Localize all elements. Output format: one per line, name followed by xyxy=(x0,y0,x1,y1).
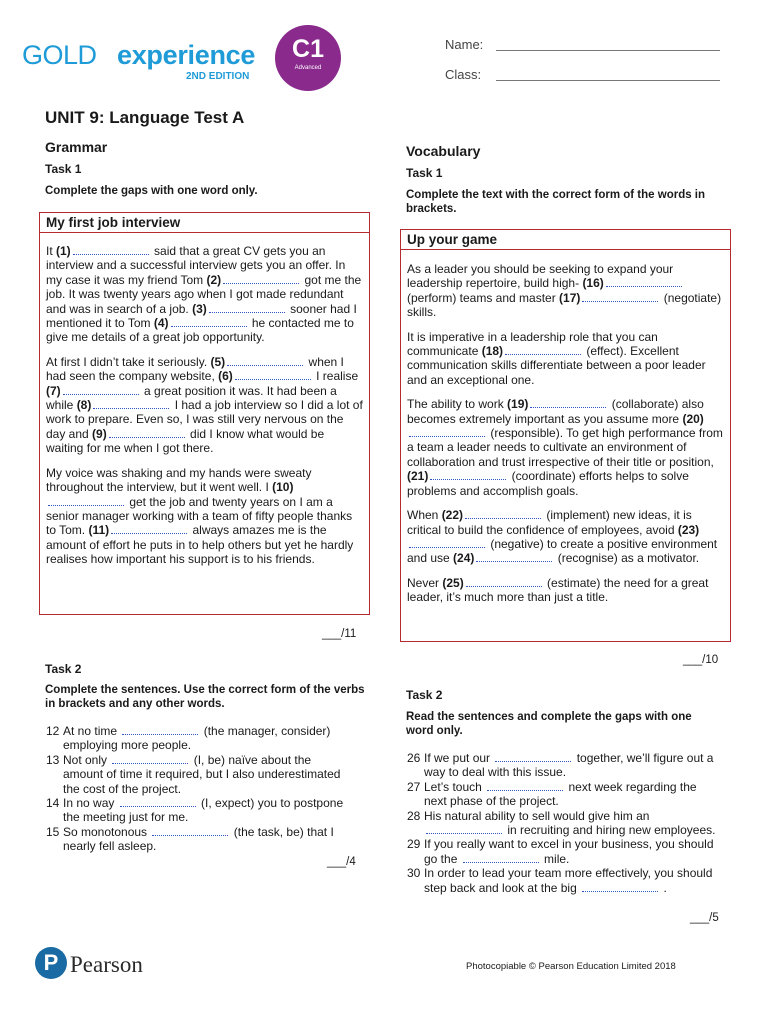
gap-number: (10) xyxy=(272,480,294,495)
gap-number: (2) xyxy=(206,272,222,287)
gap-number: (25) xyxy=(442,575,464,590)
level-sub-label: Advanced xyxy=(294,65,322,71)
grammar-task1-score: ___/11 xyxy=(322,628,357,640)
answer-gap[interactable] xyxy=(112,753,188,764)
answer-gap[interactable] xyxy=(530,397,606,408)
answer-gap[interactable] xyxy=(582,291,658,302)
answer-gap[interactable] xyxy=(223,273,299,284)
grammar-task2-list xyxy=(46,724,346,854)
answer-gap[interactable] xyxy=(466,576,542,587)
class-field[interactable] xyxy=(496,80,720,81)
answer-gap[interactable] xyxy=(73,244,149,255)
grammar-task1-instruction: Complete the gaps with one word only. xyxy=(45,185,258,197)
item-text: If you really want to excel in your business, you should go the mile. xyxy=(424,837,714,866)
class-label: Class: xyxy=(445,67,482,82)
brand-experience: experience xyxy=(117,40,256,70)
gap-number: (6) xyxy=(218,369,233,384)
level-label: C1 xyxy=(292,35,324,63)
gap-number: (3) xyxy=(192,301,207,316)
item-text: So monotonous (the task, be) that I nearly fell asleep. xyxy=(63,824,334,854)
answer-gap[interactable] xyxy=(209,302,285,313)
item-text: His natural ability to sell would give him an in recruiting and hiring new employees. xyxy=(424,808,716,838)
sentence-item xyxy=(407,809,722,838)
vocabulary-task2-instruction: Read the sentences and complete the gaps with one word only. xyxy=(406,711,692,737)
edition-label: 2ND EDITION xyxy=(186,71,250,82)
item-text: If we put our together, we’ll figure out a way to deal with this issue. xyxy=(424,751,714,780)
answer-gap[interactable] xyxy=(463,852,539,863)
grammar-task2-label: Task 2 xyxy=(45,662,82,676)
vocabulary-box-title: Up your game xyxy=(401,230,730,250)
item-text: Not only (I, be) naïve about the amount of time it required, but I also underestimated the cost of the project. xyxy=(63,752,341,796)
gap-number: (19) xyxy=(507,397,529,412)
sentence-item xyxy=(407,866,722,895)
gap-number: (1) xyxy=(56,244,71,258)
vocabulary-text-box xyxy=(400,229,731,642)
vocabulary-task1-label: Task 1 xyxy=(406,166,443,180)
item-number: 30 xyxy=(407,866,421,881)
gap-number: (24) xyxy=(453,551,475,566)
answer-gap[interactable] xyxy=(476,551,552,562)
answer-gap[interactable] xyxy=(109,427,185,438)
item-number: 29 xyxy=(407,837,421,852)
grammar-heading: Grammar xyxy=(45,139,108,155)
grammar-paragraph: It (1) said that a great CV gets you an interview and a successful interview gets you an offer. In my case it was my friend Tom (2) got me the job. It was twenty years ago when I got made redundant and was in search of a job. (3) sooner had I mentioned it to Tom (4) he contacted me to give me details of a great job opportunity. xyxy=(46,244,362,345)
item-number: 27 xyxy=(407,779,421,794)
vocabulary-paragraph: Never (25) (estimate) the need for a great leader, it’s much more than just a title. xyxy=(407,575,709,605)
answer-gap[interactable] xyxy=(606,276,682,287)
vocabulary-heading: Vocabulary xyxy=(406,143,481,159)
grammar-paragraph: My voice was shaking and my hands were sweaty throughout the interview, but it went well. I (10) get the job and twenty years on I am a senior manager working with a team of fifty people thanks to Tom. (11) always amazes me is the amount of effort he puts in to help others but yet he hardly realises how important his support is to his friends. xyxy=(46,465,354,567)
page-title: UNIT 9: Language Test A xyxy=(45,108,245,127)
answer-gap[interactable] xyxy=(235,369,311,380)
gap-number: (22) xyxy=(441,508,464,523)
answer-gap[interactable] xyxy=(495,751,571,762)
sentence-item xyxy=(407,837,722,866)
item-text: In no way (I, expect) you to postpone the meeting just for me. xyxy=(63,796,344,825)
level-badge xyxy=(275,25,341,91)
item-number: 26 xyxy=(407,751,421,765)
answer-gap[interactable] xyxy=(48,495,124,506)
vocabulary-paragraph: As a leader you should be seeking to expand your leadership repertoire, build high- (16) (perform) teams and master (17) (negotiate) skills. xyxy=(407,262,722,320)
answer-gap[interactable] xyxy=(426,823,502,834)
gap-number: (17) xyxy=(559,290,581,305)
item-text: In order to lead your team more effectively, you should step back and look at the big . xyxy=(424,866,713,895)
vocabulary-task2-list xyxy=(407,751,722,895)
answer-gap[interactable] xyxy=(227,355,303,366)
grammar-task1-label: Task 1 xyxy=(45,162,82,176)
answer-gap[interactable] xyxy=(111,523,187,534)
answer-gap[interactable] xyxy=(505,344,581,355)
answer-gap[interactable] xyxy=(152,825,228,836)
pearson-logo-icon: P xyxy=(35,947,67,979)
answer-gap[interactable] xyxy=(63,384,139,395)
item-number: 13 xyxy=(46,752,60,767)
sentence-item xyxy=(46,724,346,753)
item-number: 14 xyxy=(46,796,60,811)
name-label: Name: xyxy=(445,37,484,52)
answer-gap[interactable] xyxy=(465,508,541,519)
item-number: 28 xyxy=(407,808,421,823)
gap-number: (16) xyxy=(582,276,604,291)
grammar-task2-instruction: Complete the sentences. Use the correct form of the verbs in brackets and any other words. xyxy=(45,684,365,710)
gap-number: (9) xyxy=(92,426,107,441)
vocabulary-task2-score: ___/5 xyxy=(690,912,719,924)
vocabulary-task1-instruction: Complete the text with the correct form of the words in brackets. xyxy=(406,189,706,215)
grammar-box-title: My first job interview xyxy=(40,213,369,233)
gap-number: (11) xyxy=(88,523,110,538)
grammar-paragraph: At first I didn’t take it seriously. (5) when I had seen the company website, (6) I realise (7) a great position it was. It had been a while (8) I had a job interview so I did a lot of work to prepare. Even so, I was still very nervous on the day and (9) did I know what would be waiting for me when I got there. xyxy=(46,354,363,456)
gap-number: (23) xyxy=(677,522,700,537)
gap-number: (20) xyxy=(682,411,704,426)
sentence-item xyxy=(46,825,346,854)
answer-gap[interactable] xyxy=(122,724,198,735)
answer-gap[interactable] xyxy=(430,469,506,480)
name-field[interactable] xyxy=(496,50,720,51)
sentence-item xyxy=(407,780,722,809)
vocabulary-task1-score: ___/10 xyxy=(683,654,719,666)
vocabulary-paragraph: It is imperative in a leadership role that you can communicate (18) (effect). Excellent communication skills differentiate between a poor leader and an exceptional one. xyxy=(407,329,706,387)
answer-gap[interactable] xyxy=(409,537,485,548)
answer-gap[interactable] xyxy=(409,426,485,437)
item-number: 15 xyxy=(46,824,60,839)
gap-number: (18) xyxy=(481,344,504,359)
answer-gap[interactable] xyxy=(171,316,247,327)
brand-gold: GOLD xyxy=(22,40,97,70)
answer-gap[interactable] xyxy=(93,398,169,409)
sentence-item xyxy=(407,751,722,780)
gap-number: (7) xyxy=(46,383,61,398)
answer-gap[interactable] xyxy=(487,780,563,791)
gap-number: (8) xyxy=(76,398,92,413)
sentence-item xyxy=(46,796,346,825)
item-text: At no time (the manager, consider) employing more people. xyxy=(63,724,331,753)
gap-number: (4) xyxy=(153,316,169,331)
gap-number: (5) xyxy=(210,354,226,369)
vocabulary-paragraph: The ability to work (19) (collaborate) also becomes extremely important as you assume more (20) (responsible). To get high performance from a team a leader needs to cultivate an environment of collaboration and trust irrespective of their title or position, (21) (coordinate) efforts helps to solve problems and accomplish goals. xyxy=(407,397,723,498)
gap-number: (21) xyxy=(407,469,429,484)
publisher-name: Pearson xyxy=(70,952,143,977)
grammar-text-box xyxy=(39,212,370,615)
answer-gap[interactable] xyxy=(582,881,658,892)
answer-gap[interactable] xyxy=(120,796,196,807)
vocabulary-task2-label: Task 2 xyxy=(406,688,443,702)
vocabulary-paragraph: When (22) (implement) new ideas, it is critical to build the confidence of employees, avoid (23) (negative) to create a positive environment and use (24) (recognise) as a motivator. xyxy=(407,508,718,566)
copyright-notice: Photocopiable © Pearson Education Limited 2018 xyxy=(466,961,676,972)
item-text: Let’s touch next week regarding the next phase of the project. xyxy=(424,779,697,809)
grammar-task2-score: ___/4 xyxy=(327,856,356,868)
sentence-item xyxy=(46,753,346,796)
item-number: 12 xyxy=(46,724,60,738)
